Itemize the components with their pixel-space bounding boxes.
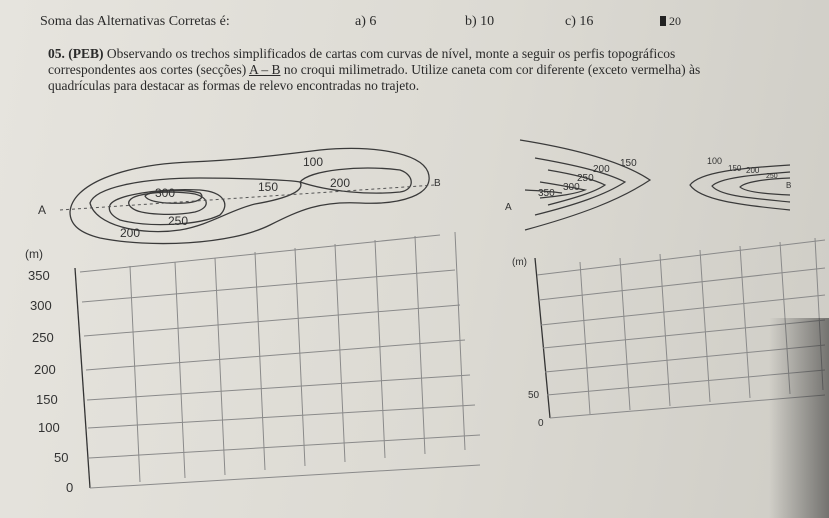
left-ytick-350: 350 — [28, 268, 50, 283]
question-text-2: no croqui milimetrado. Utilize caneta com cor diferente (exceto vermelha) às quadrículas para destacar as formas de relevo encontradas no trajeto. — [48, 62, 701, 93]
left-contour-label-200b: 200 — [120, 226, 141, 240]
page-shadow — [769, 318, 829, 518]
sum-question: Soma das Alternativas Corretas é: — [40, 14, 230, 29]
question-number: 05. — [48, 46, 65, 61]
left-contour-label-250: 250 — [168, 214, 189, 228]
left-contour-200-east — [300, 168, 411, 193]
right-ytick-0: 0 — [538, 418, 544, 429]
right-contour-label-150: 150 — [620, 158, 637, 169]
left-profile-grid — [75, 232, 480, 488]
left-contour-label-150: 150 — [258, 180, 279, 194]
right-contour-label-350: 350 — [538, 188, 555, 199]
left-y-axis — [75, 268, 90, 488]
left-contour-map — [60, 148, 435, 243]
left-unit-label: (m) — [25, 247, 43, 261]
right-contour-label-e250: 250 — [766, 173, 778, 180]
left-ytick-200: 200 — [34, 362, 56, 377]
left-ytick-100: 100 — [38, 420, 60, 435]
question-section: A – B — [248, 62, 281, 77]
option-c: c) 16 — [565, 14, 594, 29]
left-ytick-0: 0 — [66, 480, 74, 495]
left-contour-label-100: 100 — [303, 155, 324, 169]
left-ytick-50: 50 — [54, 450, 69, 465]
right-point-a: A — [505, 202, 512, 213]
right-unit-label: (m) — [512, 257, 527, 268]
right-ytick-50: 50 — [528, 390, 540, 401]
right-contour-label-300: 300 — [563, 182, 580, 193]
right-contour-label-250: 250 — [577, 173, 594, 184]
option-b: b) 10 — [465, 14, 495, 29]
option-a: a) 6 — [355, 14, 377, 29]
right-contour-label-e100: 100 — [707, 156, 723, 166]
left-ytick-150: 150 — [36, 392, 58, 407]
right-contour-200 — [535, 158, 625, 215]
left-point-b: B — [434, 178, 441, 189]
left-contour-label-200: 200 — [330, 176, 351, 190]
left-ytick-250: 250 — [32, 330, 54, 345]
right-contour-150 — [520, 140, 650, 230]
left-contour-label-300: 300 — [155, 186, 176, 200]
right-contour-label-200: 200 — [593, 164, 610, 175]
question-source: (PEB) — [68, 46, 104, 61]
right-contour-label-e150: 150 — [728, 164, 742, 173]
right-contour-e150 — [712, 172, 790, 202]
question-text-1: Observando os trechos simplificados de cartas com curvas de nível, monte a seguir os perfis topográficos correspondentes aos cortes (secções) — [48, 46, 676, 77]
left-point-a: A — [38, 203, 47, 217]
right-point-b: B — [786, 181, 792, 190]
right-contour-map — [520, 140, 790, 230]
right-contour-label-e200: 200 — [746, 166, 760, 175]
right-contour-e200 — [740, 178, 790, 195]
option-d: 20 — [660, 14, 681, 29]
left-ytick-300: 300 — [30, 298, 52, 313]
